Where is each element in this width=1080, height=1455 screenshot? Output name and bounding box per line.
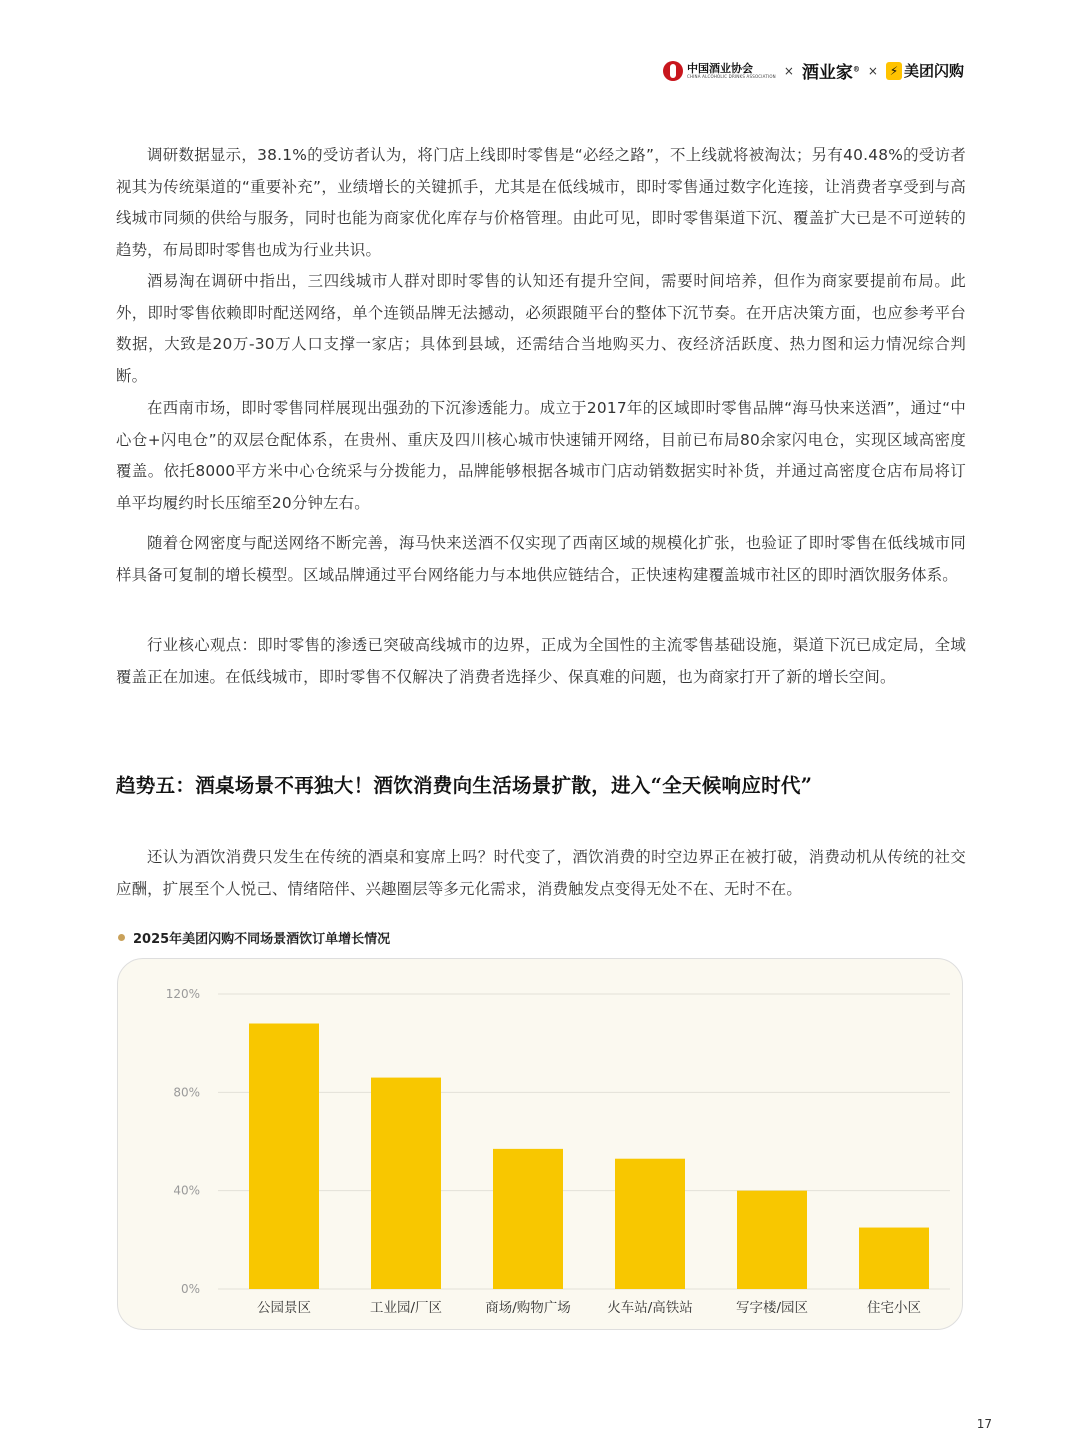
bar <box>371 1078 441 1289</box>
y-tick-label: 0% <box>180 1282 200 1296</box>
logo-separator: × <box>783 63 794 78</box>
bar <box>737 1191 807 1289</box>
meituan-name: 美团闪购 <box>903 62 964 80</box>
page-number: 17 <box>976 1417 992 1431</box>
paragraph: 行业核心观点：即时零售的渗透已突破高线城市的边界，正成为全国性的主流零售基础设施，渠道下沉已成定局，全域覆盖正在加速。在低线城市，即时零售不仅解决了消费者选择少、保真难的问题，也为商家打开了新的增长空间。 <box>116 636 966 686</box>
x-tick-label: 写字楼/园区 <box>735 1300 809 1316</box>
y-tick-label: 80% <box>173 1085 200 1100</box>
association-name-en: CHINA ALCOHOLIC DRINKS ASSOCIATION <box>686 73 776 79</box>
paragraph: 随着仓网密度与配送网络不断完善，海马快来送酒不仅实现了西南区域的规模化扩张，也验证了即时零售在低线城市同样具备可复制的增长模型。区域品牌通过平台网络能力与本地供应链结合，正快速构建覆盖城市社区的即时酒饮服务体系。 <box>116 534 966 584</box>
paragraph: 还认为酒饮消费只发生在传统的酒桌和宴席上吗？时代变了，酒饮消费的时空边界正在被打破，消费动机从传统的社交应酬，扩展至个人悦己、情绪陪伴、兴趣圈层等多元化需求，消费触发点变得无处不在、无时不在。 <box>116 848 966 898</box>
x-tick-label: 住宅小区 <box>867 1300 921 1316</box>
jiuyejia-name: 酒业家 <box>801 63 853 83</box>
paragraph: 酒易淘在调研中指出，三四线城市人群对即时零售的认知还有提升空间，需要时间培养，但作为商家要提前布局。此外，即时零售依赖即时配送网络，单个连锁品牌无法撼动，必须跟随平台的整体下沉节奏。在开店决策方面，也应参考平台数据，大致是20万-30万人口支撑一家店；具体到县域，还需结合当地购买力、夜经济活跃度、热力图和运力情况综合判断。 <box>116 272 966 385</box>
chart-title-text: 2025年美团闪购不同场景酒饮订单增长情况 <box>133 932 391 947</box>
bar <box>615 1159 685 1289</box>
logo-separator: × <box>867 63 878 78</box>
article-body <box>116 630 966 693</box>
x-tick-label: 火车站/高铁站 <box>607 1300 693 1316</box>
bar-chart <box>117 958 963 1330</box>
section-intro <box>116 842 966 905</box>
section-heading: 趋势五：酒桌场景不再独大！酒饮消费向生活场景扩散，进入“全天候响应时代” <box>116 774 813 797</box>
bar <box>493 1149 563 1289</box>
bar <box>249 1024 319 1290</box>
article-body <box>116 266 966 392</box>
y-tick-label: 40% <box>173 1183 200 1198</box>
jiuyejia-logo <box>802 58 860 83</box>
bar <box>859 1228 929 1289</box>
association-emblem-icon <box>663 61 683 81</box>
registered-mark: ® <box>852 64 860 74</box>
paragraph: 调研数据显示，38.1%的受访者认为，将门店上线即时零售是“必经之路”，不上线就将被淘汰；另有40.48%的受访者视其为传统渠道的“重要补充”，业绩增长的关键抓手，尤其是在低线城市，即时零售通过数字化连接，让消费者享受到与高线城市同频的供给与服务，同时也能为商家优化库存与价格管理。由此可见，即时零售渠道下沉、覆盖扩大已是不可逆转的趋势，布局即时零售也成为行业共识。 <box>116 146 966 259</box>
chart-canvas <box>118 959 964 1331</box>
lightning-icon: ⚡ <box>886 62 902 80</box>
header-logos <box>663 58 964 83</box>
y-tick-label: 120% <box>165 987 200 1001</box>
chart-title <box>118 928 390 947</box>
association-logo <box>663 61 776 81</box>
association-name: 中国酒业协会 <box>686 61 753 75</box>
article-body <box>116 528 966 591</box>
x-tick-label: 公园景区 <box>257 1300 311 1316</box>
meituan-logo <box>886 60 964 81</box>
bullet-dot-icon <box>118 934 125 941</box>
x-tick-label: 工业园/厂区 <box>369 1300 443 1316</box>
article-body <box>116 140 966 266</box>
article-body <box>116 393 966 519</box>
paragraph: 在西南市场，即时零售同样展现出强劲的下沉渗透能力。成立于2017年的区域即时零售品牌“海马快来送酒”，通过“中心仓+闪电仓”的双层仓配体系，在贵州、重庆及四川核心城市快速铺开网络，目前已布局80余家闪电仓，实现区域高密度覆盖。依托8000平方米中心仓统采与分拨能力，品牌能够根据各城市门店动销数据实时补货，并通过高密度仓店布局将订单平均履约时长压缩至20分钟左右。 <box>116 399 966 512</box>
x-tick-label: 商场/购物广场 <box>485 1300 571 1316</box>
